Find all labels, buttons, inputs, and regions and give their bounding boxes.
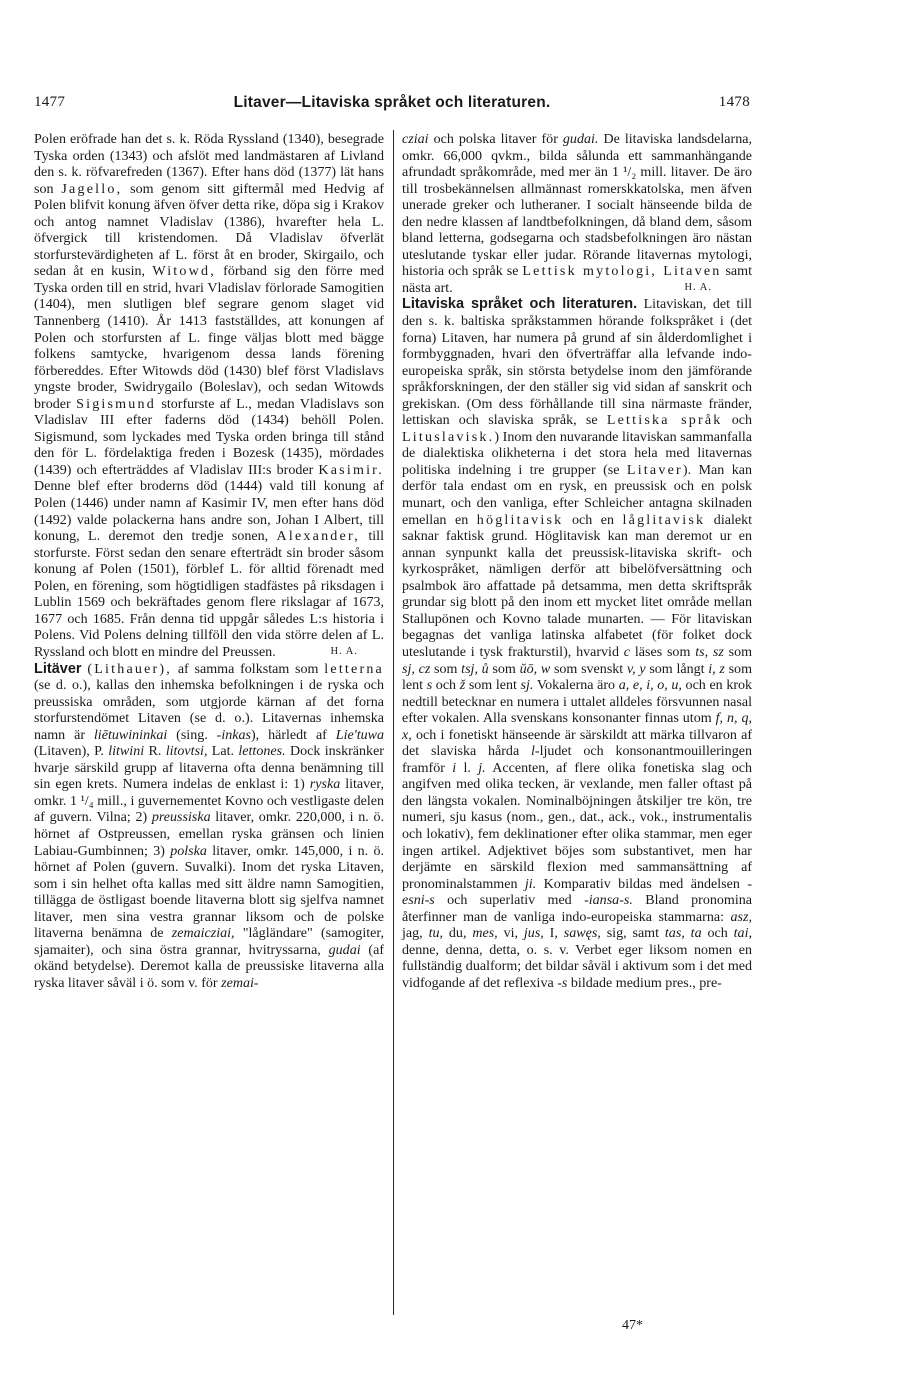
page-header: [34, 94, 750, 118]
running-title: Litaver—Litaviska språket och literaturen.: [233, 94, 551, 111]
author-signature: H. A.: [684, 281, 712, 293]
entry-litaver-continued: cziai och polska litaver för gudai. De litaviska landsdelarna, omkr. 66,000 qvkm., bilda sålunda ett sammanhängande afrundadt språkområde, med mer än 1 ¹/₂ mill. litaver. De äro till trosbekännelsen allmännast romerskkatolska, men äfven unerade greker och lutheraner. I socialt hänseende bilda de den nedre klassen af landtbefolkningen, då bland dem, såsom bland letterna, godsegarna och stadsbefolkningen äro nästan uteslutande tyskar eller judar. Rörande litavernas mytologi, historia och språk se Lettisk mytologi, Litaven samt nästa art. H. A.: [402, 131, 752, 296]
page-number-left: 1477: [34, 94, 66, 110]
left-column: [34, 131, 384, 991]
entry-litaver: Litäver (Lithauer), af samma folkstam som letterna (se d. o.), kallas den inhemska befolkningen i de ryska och preussiska områden, som utgjorde kärnan af det forna storfurstendömet Litaven (se d. o.). Litavernas inhemska namn är liētuwininkai (sing. -inkas), härledt af Lie'tuwa (Litaven), P. litwini R. litovtsi, Lat. lettones. Dock inskränker hvarje särskild grupp af litaverna ofta denna benämning till sin egen krets. Numera indelas de enklast i: 1) ryska litaver, omkr. 1 ¹/₄ mill., i guvernementet Kovno och vestligaste delen af guvern. Vilna; 2) preussiska litaver, omkr. 220,000, i n. ö. hörnet af Ostpreussen, emellan ryska gränsen och linien Labiau-Gumbinnen; 3) polska litaver, omkr. 145,000, i n. ö. hörnet af Polen (guvern. Suvalki). Inom det ryska Litaven, som i sin helhet ofta kallas med sitt äldre namn Samogitien, tillägga de östligast boende litaverna blott sig sjelfva namnet litaver, men sina vestra grannar liksom och de polske litaverna benämna de zemaicziai, "lågländare" (samogiter, sjamaiter), och sina östra grannar, hvitryssarna, gudai (af okänd betydelse). Deremot kalla de preussiske litaverna alla ryska litaver såväl i ö. som v. för zemai-: [34, 660, 385, 991]
author-signature: H. A.: [330, 645, 358, 657]
headword: Litaviska språket och literaturen.: [402, 296, 638, 313]
right-column: [402, 131, 752, 991]
page-number-right: 1478: [718, 94, 750, 110]
entry-litaviska-spraket: Litaviska språket och literaturen. Litaviskan, det till den s. k. baltiska språkstammen hörande folkspråket i (det forna) Litaven, har numera på grund af sin ålderdomlighet i formbyggnaden, hvari den öfverträffar alla lefvande indo-europeiska språk, sin största betydelse inom den jämförande språkforskningen, der den ställer sig vid sidan af sanskrit och grekiskan. (Om dess förhållande till sina närmaste fränder, lettiskan och slaviska språk, se Lettiska språk och Lituslavisk.) Inom den nuvarande litaviskan sammanfalla de dialektiska olikheterna i det stora hela med litavernas politiska indelning i tre grupper (se Litaver). Man kan derför tala endast om en rysk, en preussisk och en polsk munart, och den vanliga, efter Schleicher antagna skilnaden emellan en höglitavisk och en låglitavisk dialekt saknar faktisk grund. Höglitavisk kan man deremot ur en annan synpunkt kalla det preussisk-litaviska skrift- och kyrkospråket, nämligen derför att bibelöfversättning och psalmbok äro affattade på detsamma, men detta skriftspråk grundar sig blott på den inom ett mycket litet område mellan Stallupönen och Kovno talade munarten. — För litaviskan begagnas det vanliga latinska alfabetet (för folket dock uteslutande i tysk frakturstil), hvarvid c läses som ts, sz som sj, cz som tsj, ů som ŭō, w som svenskt v, y som långt i, z som lent s och ž som lent sj. Vokalerna äro a, e, i, o, u, och en krok nedtill betecknar en numera i uttalet alldeles försvunnen nasal efter vokalen. Alla svenskans konsonanter finnas utom f, n, q, x, och i fonetiskt hänseende är särskildt att märka tillvaron af det slaviska hårda l-ljudet och konsonantmouilleringen framför i l. j. Accenten, af flere olika fonetiska slag och angifven med olika tecken, är vexlande, men faller oftast på den längsta vokalen. Nominalböjningen åtskiljer tre kön, tre numeri, sju kasus (nom., gen., dat., ack., vok., instrumentalis och lokativ), fem deklinationer efter olika stammar, men eger ingen artikel. Adjektivet böjes som substantivet, men har derjämte en särskild flexion med sammansättning af pronominalstammen ji. Komparativ bildas med ändelsen -esni-s och superlativ med -iansa-s. Bland pronomina återfinner man de vanliga indo-europeiska stammarna: asz, jag, tu, du, mes, vi, jus, I, sawęs, sig, samt tas, ta och tai, denne, denna, detta, o. s. v. Verbet eger liksom nomen en fullständig dualform; det bildar såväl i aktivum som i det med vidfogande af det reflexiva -s bildade medium pres., pre-: [402, 296, 753, 991]
signature-mark: 47*: [622, 1318, 643, 1333]
column-divider: [393, 130, 394, 1315]
entry-litaven-history-continued: Polen eröfrade han det s. k. Röda Ryssland (1340), besegrade Tyska orden (1343) och afslöt med landmästaren af Livland den s. k. röfvarefreden (1367). Efter hans död (1377) lät hans son Jagello, som genom sitt giftermål med Hedvig af Polen blifvit konung äfven öfver detta rike, döpa sig i Krakov och antog namnet Vladislav (1386), hvarefter hela L. öfvergick till kristendomen. Då Vladislav öfverlät storfurstevärdigheten af L. först åt en broder, Skirgailo, och sedan åt en kusin, Witowd, förband sig den förre med Tyska orden till en strid, hvari Vladislav förlorade Samogitien (1404), men slutligen blef segrare genom slaget vid Tannenberg (1410). År 1413 fastställdes, att konungen af Polen och storfursten af L. finge väljas blott med bägge folkens samtycke, hvarigenom dessa lands förening förbereddes. Efter Witowds död (1430) blef först Vladislavs yngste broder, Swidrygailo (Boleslav), och sedan Witowds broder Sigismund storfurste af L., medan Vladislavs son Vladislav III efter faderns död (1434) behöll Polen. Sigismund, som lyckades med Tyska orden bringa till stånd den för L. fördelaktiga freden i Bozesk (1435), mördades (1439) och efterträddes af Vladislav III:s broder Kasimir. Denne blef efter broderns död (1444) vald till konung af Polen (1446) under namn af Kasimir IV, men efter hans död (1492) valde polackerna hans andre son, Johan I Albert, till konung, L. deremot den tredje sonen, Alexander, till storfurste. Först sedan den senare efterträdt sin broder såsom konung af Polen (1501), förblef L. för alltid förenadt med Polen, en förening, som högtidligen stadfästes på riksdagen i Lublin 1569 och bekräftades genom flere rikslagar af 1673, 1677 och 1685. Från denna tid uppgår således L:s historia i Polens. Vid Polens delning tillföll den vida större delen af L. Ryssland och blott en mindre del Preussen. H. A.: [34, 131, 385, 660]
headword: Litäver: [34, 660, 82, 677]
